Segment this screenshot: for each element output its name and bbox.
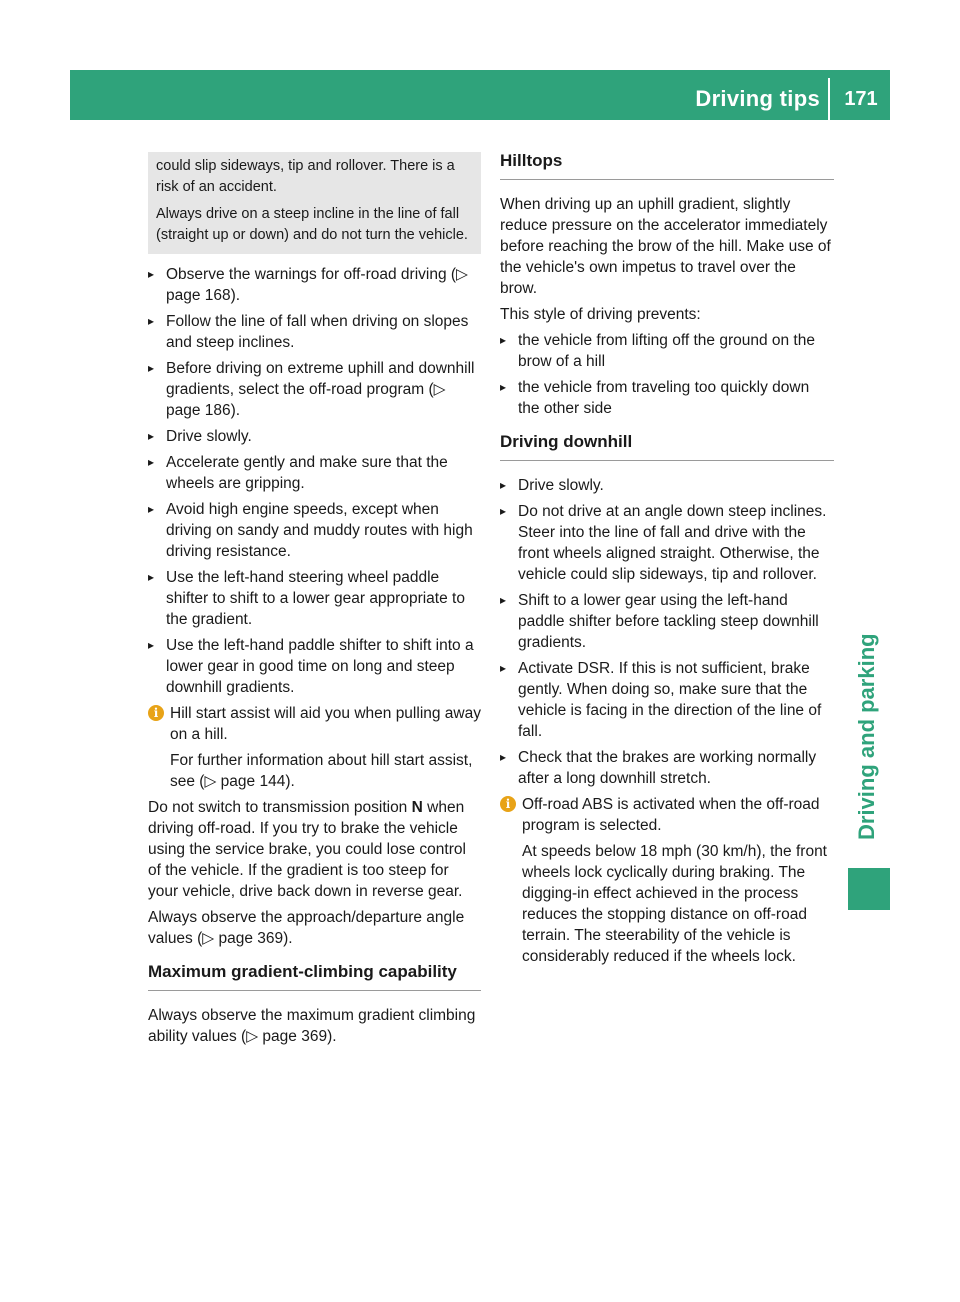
page-number: 171	[844, 88, 878, 110]
list-item: ▸ Follow the line of fall when driving on slopes and steep inclines.	[148, 311, 481, 353]
side-tab-label: Driving and parking	[854, 633, 879, 840]
list-item: ▸ Check that the brakes are working normally after a long downhill stretch.	[500, 747, 834, 789]
paragraph-text: when driving off-road. If you try to brake the vehicle using the service brake, you could lose control of the vehicle. If the gradient is too steep for your vehicle, drive back down in reverse gear.	[148, 799, 466, 900]
side-tab	[848, 140, 890, 840]
list-item: ▸ Do not drive at an angle down steep inclines. Steer into the line of fall and drive with the front wheels aligned straight. Otherwise, the vehicle could slip sideways, tip and rollover.	[500, 501, 834, 585]
info-note	[148, 703, 481, 792]
info-text: Off-road ABS is activated when the off-road program is selected.	[522, 796, 820, 834]
prevents-paragraph: This style of driving prevents:	[500, 306, 701, 323]
list-item: ▸ Use the left-hand paddle shifter to shift into a lower gear in good time on long and steep downhill gradients.	[148, 635, 481, 698]
list-item: ▸ the vehicle from lifting off the ground on the brow of a hill	[500, 330, 834, 372]
header-bar	[70, 70, 890, 120]
warning-box	[148, 152, 481, 254]
side-tab-marker	[848, 868, 890, 910]
list-item: ▸ Use the left-hand steering wheel paddle shifter to shift to a lower gear appropriate to the gradient.	[148, 567, 481, 630]
section-heading: Hilltops	[500, 150, 834, 180]
offroad-bullet-list	[148, 264, 481, 698]
section-heading: Driving downhill	[500, 431, 834, 461]
left-column	[148, 152, 481, 1052]
list-item: ▸ Activate DSR. If this is not sufficient, brake gently. When doing so, make sure that the vehicle is facing in the direction of the line of fall.	[500, 658, 834, 742]
list-item: ▸ Drive slowly.	[148, 426, 481, 447]
gear-position-label: N	[411, 799, 423, 816]
info-note	[500, 794, 834, 967]
prevents-bullet-list	[500, 330, 834, 419]
info-text: For further information about hill start assist, see (▷ page 144).	[170, 752, 473, 790]
gradient-paragraph: Always observe the maximum gradient climbing ability values (▷ page 369).	[148, 1007, 476, 1045]
info-icon: i	[148, 705, 164, 721]
warning-text: Always drive on a steep incline in the line of fall (straight up or down) and do not turn the vehicle.	[156, 206, 468, 243]
hilltops-paragraph: When driving up an uphill gradient, slightly reduce pressure on the accelerator immediately before reaching the brow of the hill. Make use of the vehicle's own impetus to travel over the brow.	[500, 196, 831, 297]
list-item: ▸ Accelerate gently and make sure that the wheels are gripping.	[148, 452, 481, 494]
info-text: At speeds below 18 mph (30 km/h), the front wheels lock cyclically during braking. The digging-in effect achieved in the process reduces the stopping distance on off-road terrain. The steerability of the vehicle is considerably reduced if the wheels lock.	[522, 843, 827, 965]
list-item: ▸ Shift to a lower gear using the left-hand paddle shifter before tackling steep downhill gradients.	[500, 590, 834, 653]
right-column	[500, 150, 834, 972]
header-divider	[828, 78, 830, 120]
warning-text: could slip sideways, tip and rollover. There is a risk of an accident.	[156, 158, 455, 195]
list-item: ▸ Drive slowly.	[500, 475, 834, 496]
list-item: ▸ Observe the warnings for off-road driving (▷ page 168).	[148, 264, 481, 306]
info-text: Hill start assist will aid you when pulling away on a hill.	[170, 705, 481, 743]
list-item: ▸ Avoid high engine speeds, except when driving on sandy and muddy routes with high driving resistance.	[148, 499, 481, 562]
downhill-bullet-list	[500, 475, 834, 789]
transmission-paragraph	[148, 797, 481, 902]
header-title: Driving tips	[695, 86, 820, 111]
info-icon: i	[500, 796, 516, 812]
list-item: ▸ the vehicle from traveling too quickly down the other side	[500, 377, 834, 419]
section-heading: Maximum gradient-climbing capability	[148, 961, 481, 991]
approach-angle-paragraph: Always observe the approach/departure angle values (▷ page 369).	[148, 909, 465, 947]
list-item: ▸ Before driving on extreme uphill and downhill gradients, select the off-road program (▷ page 186).	[148, 358, 481, 421]
paragraph-text: Do not switch to transmission position	[148, 799, 412, 816]
